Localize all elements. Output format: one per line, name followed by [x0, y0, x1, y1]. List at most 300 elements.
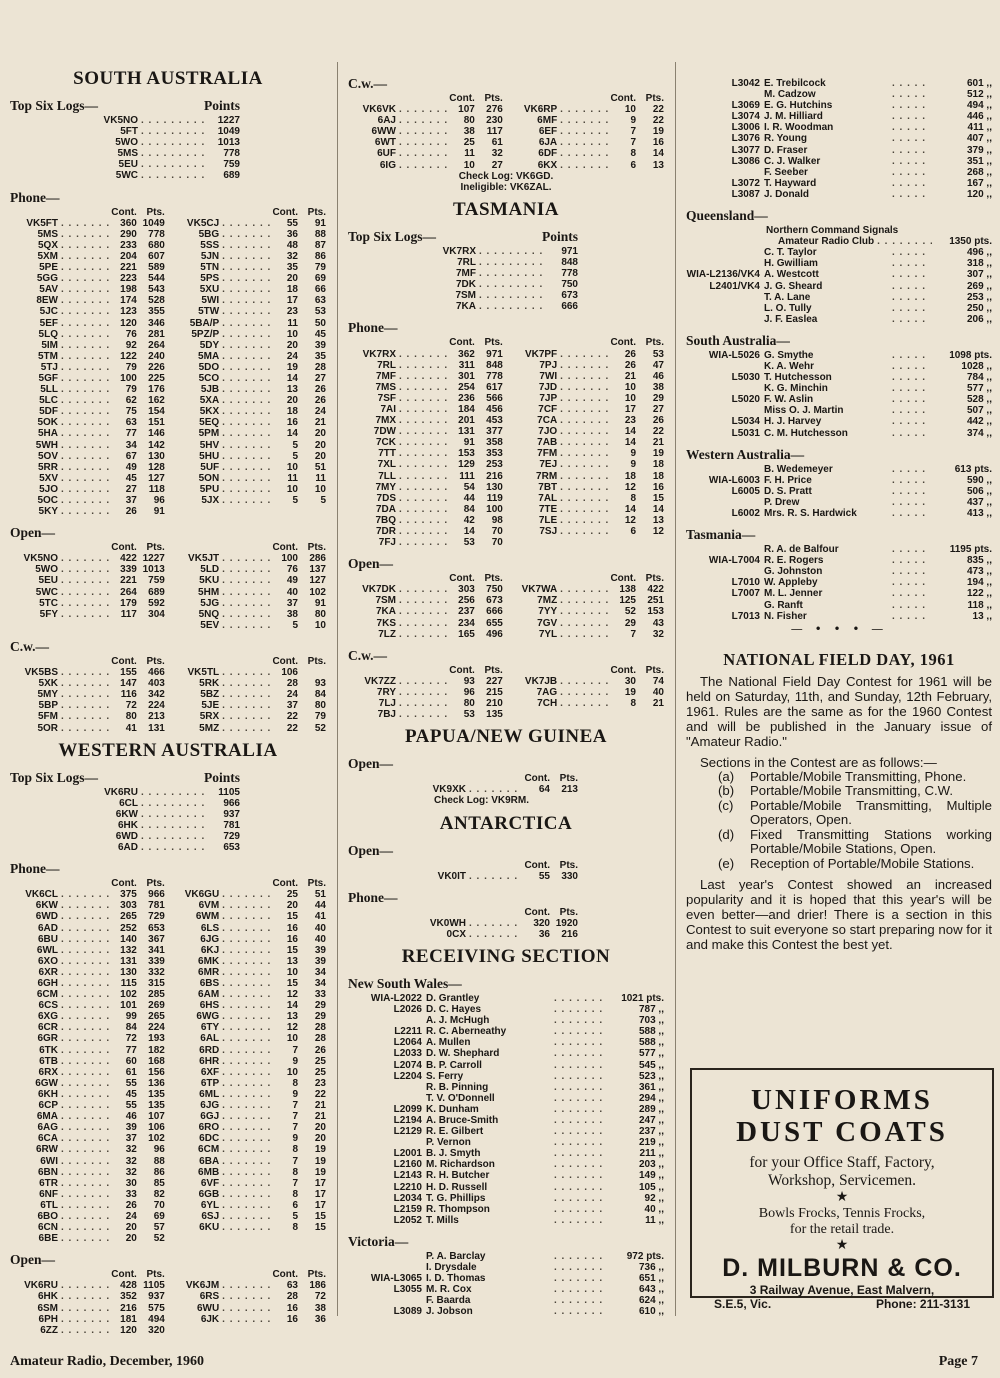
listener-points: 651 ,,	[638, 1273, 664, 1285]
contacts-value: 49	[286, 575, 298, 587]
points-value: 653	[223, 842, 240, 854]
listener-points: 194 ,,	[966, 577, 992, 589]
contacts-value: 77	[125, 1044, 137, 1056]
leader-dots	[889, 178, 930, 189]
leader-dots	[551, 1104, 602, 1115]
contacts-value: 320	[533, 917, 550, 929]
listener-name: L. O. Tully	[764, 302, 812, 314]
ad-headline: UNIFORMS	[751, 1084, 933, 1116]
pts-header: Pts.	[146, 206, 165, 218]
points-value: 240	[148, 350, 165, 362]
callsign: 6KJ	[200, 944, 220, 956]
contacts-value: 362	[458, 348, 475, 360]
cont-header: Cont.	[111, 542, 137, 554]
callsign: 5WC	[35, 586, 58, 598]
callsign: 7YY	[538, 606, 558, 618]
points-value: 25	[314, 1055, 326, 1067]
leader-dots	[219, 473, 270, 484]
top-six-row	[348, 279, 578, 290]
contacts-value: 10	[624, 392, 636, 404]
leader-dots	[58, 945, 109, 956]
listener-name: W. Appleby	[764, 577, 818, 589]
callsign: 6KW	[115, 808, 138, 820]
licence-number	[686, 292, 764, 303]
callsign: 6TK	[39, 1044, 58, 1056]
pts-header: Pts.	[645, 573, 664, 585]
score-row	[10, 451, 165, 462]
callsign: 6RO	[198, 1122, 220, 1134]
receiving-row	[348, 1204, 664, 1215]
spacer	[348, 93, 437, 104]
points-value: 146	[148, 428, 165, 440]
leader-dots	[58, 564, 109, 575]
cont-header: Cont.	[610, 93, 636, 104]
callsign: 7LJ	[378, 698, 396, 710]
score-row	[10, 575, 165, 586]
points-value: 353	[486, 448, 503, 460]
leader-dots	[551, 1037, 602, 1048]
cont-header: Cont.	[524, 859, 550, 871]
leader-dots	[557, 393, 608, 404]
contacts-value: 13	[286, 1011, 298, 1023]
contacts-value: 10	[286, 483, 298, 495]
points-value: 12	[652, 526, 664, 537]
contacts-value: 9	[630, 459, 636, 471]
leader-dots	[889, 464, 930, 475]
leader-dots	[889, 100, 930, 111]
callsign: 6RS	[199, 1291, 220, 1303]
score-row	[171, 587, 326, 598]
score-row	[10, 240, 165, 251]
section-title: TASMANIA	[452, 198, 560, 220]
score-row	[171, 1156, 326, 1167]
listener-name: Miss O. J. Martin	[764, 405, 844, 417]
leader-dots	[557, 482, 608, 493]
points-value: 34	[314, 978, 326, 989]
callsign: 6XO	[37, 955, 58, 967]
points-value: 14	[652, 148, 664, 160]
points-value: 168	[148, 1055, 165, 1067]
points-value: 566	[486, 392, 503, 404]
score-row	[171, 306, 326, 317]
score-row	[171, 273, 326, 284]
callsign: 7CH	[537, 698, 558, 710]
table-header	[509, 665, 664, 676]
callsign: 6HK	[117, 819, 138, 831]
pts-header: Pts.	[307, 655, 326, 667]
top-six-row	[10, 798, 240, 809]
score-row	[418, 871, 578, 882]
nfd-sections	[686, 770, 992, 872]
leader-dots	[889, 566, 930, 577]
score-row	[171, 218, 326, 229]
receiving-row	[686, 189, 992, 200]
leader-dots	[396, 415, 447, 426]
listener-name: T. Hayward	[764, 177, 817, 189]
callsign: 5AV	[39, 284, 58, 296]
leader-dots	[889, 577, 930, 588]
callsign: VK6CL	[25, 889, 58, 901]
club-points: 1350 pts.	[949, 236, 992, 248]
listener-name: B. J. Smyth	[426, 1148, 481, 1160]
score-row	[171, 956, 326, 967]
licence-number	[686, 89, 764, 100]
leader-dots	[551, 1137, 602, 1148]
points-value: 17	[314, 1177, 326, 1189]
listener-points: 588 ,,	[638, 1026, 664, 1038]
leader-dots	[889, 372, 930, 383]
listener-points: 269 ,,	[966, 280, 992, 292]
leader-dots	[219, 553, 270, 564]
spacer	[418, 907, 512, 918]
contacts-value: 10	[286, 1066, 298, 1078]
pts-header: Pts.	[307, 206, 326, 218]
licence-number: L2074	[393, 1059, 422, 1071]
leader-dots	[219, 564, 270, 575]
leader-dots	[58, 473, 109, 484]
contacts-value: 80	[463, 115, 475, 127]
score-row	[10, 417, 165, 428]
callsign: 7FM	[537, 448, 558, 460]
licence-number: L2001	[393, 1148, 422, 1160]
receiving-row	[686, 350, 992, 361]
listener-points: 545 ,,	[638, 1059, 664, 1071]
callsign: 6BS	[199, 978, 220, 989]
leader-dots	[557, 687, 608, 698]
ad-phone: Phone: 211-3131	[875, 1297, 970, 1311]
spacer	[509, 665, 598, 676]
listener-name: A. Westcott	[764, 269, 819, 281]
leader-dots	[219, 1167, 270, 1178]
receiving-row	[686, 600, 992, 611]
callsign: 5XV	[39, 472, 58, 484]
leader-dots	[551, 1071, 602, 1082]
cont-header: Cont.	[272, 206, 298, 218]
contacts-value: 28	[286, 1291, 298, 1303]
licence-number: L3087	[731, 188, 760, 200]
contacts-value: 84	[125, 1022, 137, 1034]
top-six-row	[348, 246, 578, 257]
score-row	[171, 1033, 326, 1044]
points-value: 264	[148, 339, 165, 351]
ad-text: for the retail trade.	[789, 1222, 895, 1237]
points-value: 225	[148, 372, 165, 384]
score-row	[348, 393, 503, 404]
score-row	[348, 504, 503, 515]
score-row	[348, 148, 503, 159]
score-row	[171, 1000, 326, 1011]
score-row	[10, 1000, 165, 1011]
contacts-value: 14	[286, 372, 298, 384]
cont-header: Cont.	[272, 878, 298, 890]
contacts-value: 37	[286, 597, 298, 609]
score-row	[10, 1078, 165, 1089]
contacts-value: 25	[463, 137, 475, 149]
listener-name: D. W. Shephard	[426, 1048, 500, 1060]
points-value: 575	[148, 1302, 165, 1314]
points-value: 781	[148, 900, 165, 912]
contacts-value: 16	[286, 417, 298, 429]
points-value: 22	[314, 1088, 326, 1100]
callsign: 6CM	[36, 989, 58, 1001]
receiving-row	[686, 611, 992, 622]
leader-dots	[889, 303, 930, 314]
points-value: 778	[486, 370, 503, 382]
score-row	[509, 676, 664, 687]
listener-points: 494 ,,	[966, 100, 992, 112]
callsign: 6CN	[37, 1222, 58, 1234]
points-value: 971	[486, 348, 503, 360]
callsign: VK7JB	[524, 675, 558, 687]
cont-header: Cont.	[449, 573, 475, 585]
callsign: 5BA/P	[189, 317, 220, 329]
contacts-value: 14	[624, 503, 636, 515]
receiving-row	[348, 1273, 664, 1284]
pts-header: Pts.	[559, 859, 578, 871]
contacts-value: 38	[286, 608, 298, 620]
receiving-row	[686, 145, 992, 156]
contacts-value: 5	[292, 450, 298, 462]
leader-dots	[889, 111, 930, 122]
contacts-value: 72	[125, 700, 137, 712]
cont-header: Cont.	[272, 655, 298, 667]
leader-dots	[219, 1078, 270, 1089]
leader-dots	[219, 978, 270, 989]
callsign: VK5FT	[26, 217, 58, 229]
section-separator: — • • • —	[790, 621, 888, 636]
score-row	[10, 700, 165, 711]
spacer	[10, 878, 99, 889]
callsign: 6LS	[200, 922, 220, 934]
contacts-value: 10	[624, 104, 636, 116]
receiving-row	[348, 1126, 664, 1137]
top-six-label: Top Six Logs—	[348, 228, 437, 244]
listener-name: T. G. Phillips	[426, 1192, 486, 1204]
callsign: 7MX	[375, 415, 396, 427]
licence-number: L2033	[393, 1048, 422, 1060]
pts-header: Pts.	[559, 773, 578, 785]
score-row	[348, 526, 503, 537]
licence-number: L7013	[731, 610, 760, 622]
callsign: 6HR	[199, 1055, 220, 1067]
listener-points: 496 ,,	[966, 247, 992, 259]
points-value: 27	[491, 159, 503, 171]
score-row	[171, 1167, 326, 1178]
leader-dots	[396, 709, 447, 720]
licence-number: L2052	[393, 1214, 422, 1226]
club-entry	[686, 225, 992, 247]
callsign: 5EU	[118, 159, 138, 171]
callsign: VK5CJ	[186, 217, 220, 229]
score-row	[171, 553, 326, 564]
score-table	[418, 907, 578, 940]
licence-number: L6002	[731, 508, 760, 519]
score-row	[10, 689, 165, 700]
listener-points: 149 ,,	[638, 1170, 664, 1182]
callsign: 6XF	[200, 1066, 220, 1078]
score-row	[348, 629, 503, 640]
top-six-label: Top Six Logs—	[10, 769, 99, 785]
score-row	[171, 351, 326, 362]
points-value: 70	[153, 1199, 165, 1211]
leader-dots	[396, 448, 447, 459]
score-table	[348, 665, 664, 720]
contacts-value: 8	[292, 1188, 298, 1200]
cont-header: Cont.	[111, 1269, 137, 1281]
leader-dots	[219, 989, 270, 1000]
leader-dots	[557, 606, 608, 617]
advertisement	[690, 1068, 994, 1311]
leader-dots	[219, 218, 270, 229]
score-row	[10, 395, 165, 406]
top-six-row	[10, 831, 240, 842]
contacts-value: 24	[286, 689, 298, 701]
score-row	[171, 329, 326, 340]
callsign: 5PZ/P	[191, 328, 220, 340]
score-row	[10, 934, 165, 945]
leader-dots	[557, 148, 608, 159]
subsection-label: Open—	[348, 556, 394, 572]
subsection-label: Phone—	[348, 320, 398, 336]
spacer	[348, 665, 437, 676]
points-value: 32	[652, 628, 664, 640]
leader-dots	[466, 871, 522, 882]
leader-dots	[466, 918, 522, 929]
spacer	[10, 542, 99, 553]
subsection-label: Queensland—	[686, 208, 768, 224]
leader-dots	[396, 595, 447, 606]
score-row	[171, 284, 326, 295]
contacts-value: 7	[292, 1111, 298, 1123]
leader-dots	[557, 595, 608, 606]
subsection-label: South Australia—	[686, 332, 790, 348]
score-column	[348, 93, 503, 171]
callsign: 7JP	[539, 392, 558, 404]
score-row	[348, 595, 503, 606]
leader-dots	[396, 515, 447, 526]
points-value: 21	[314, 1111, 326, 1123]
licence-number	[686, 303, 764, 314]
leader-dots	[396, 482, 447, 493]
callsign: 7TT	[378, 448, 396, 460]
score-table	[10, 878, 326, 1244]
leader-dots	[219, 587, 270, 598]
contacts-value: 107	[458, 104, 475, 116]
points-value: 13	[652, 159, 664, 171]
licence-number	[686, 544, 764, 555]
receiving-row	[686, 405, 992, 416]
leader-dots	[58, 451, 109, 462]
receiving-row	[686, 89, 992, 100]
score-row	[10, 989, 165, 1000]
callsign: VK7RX	[442, 245, 476, 257]
callsign: 5UF	[200, 461, 220, 473]
cont-header: Cont.	[111, 655, 137, 667]
licence-number	[348, 1137, 426, 1148]
leader-dots	[396, 404, 447, 415]
subsection-label: Phone—	[10, 189, 60, 205]
listener-points: 512 ,,	[966, 89, 992, 101]
leader-dots	[58, 711, 109, 722]
table-header	[418, 773, 578, 784]
licence-number: L3076	[731, 133, 760, 145]
points-value: 44	[314, 900, 326, 912]
points-label: Points	[541, 228, 578, 244]
callsign: 5GG	[36, 273, 58, 285]
points-value: 21	[652, 698, 664, 710]
licence-number	[686, 566, 764, 577]
cont-header: Cont.	[610, 664, 636, 676]
score-row	[171, 945, 326, 956]
receiving-row	[348, 1015, 664, 1026]
listener-name: D. S. Pratt	[764, 485, 812, 497]
callsign: 5OK	[37, 417, 58, 429]
leader-dots	[58, 1067, 109, 1078]
points-value: 966	[223, 797, 240, 809]
contacts-value: 39	[125, 1122, 137, 1134]
score-row	[509, 126, 664, 137]
points-value: 106	[148, 1122, 165, 1134]
contacts-value: 12	[624, 481, 636, 493]
score-row	[509, 618, 664, 629]
points-value: 131	[148, 722, 165, 734]
receiving-list	[348, 993, 664, 1226]
points-value: 66	[314, 284, 326, 296]
points-value: 1049	[217, 126, 240, 138]
points-value: 281	[148, 328, 165, 340]
leader-dots	[557, 360, 608, 371]
table-header	[348, 665, 503, 676]
callsign: 5LQ	[38, 328, 58, 340]
top-six-label: Top Six Logs—	[10, 98, 99, 113]
callsign: 5WO	[115, 137, 138, 149]
callsign: 6WD	[115, 830, 138, 842]
score-row	[418, 784, 578, 795]
leader-dots	[396, 160, 447, 171]
points-value: 689	[148, 586, 165, 598]
leader-dots	[551, 1060, 602, 1071]
receiving-list	[686, 247, 992, 325]
table-header	[509, 573, 664, 584]
leader-dots	[58, 1045, 109, 1056]
callsign: 7DW	[373, 426, 396, 438]
points-value: 10	[314, 619, 326, 631]
points-value: 136	[148, 1077, 165, 1089]
receiving-row	[348, 1215, 664, 1226]
score-row	[10, 978, 165, 989]
points-value: 35	[314, 350, 326, 362]
leader-dots	[219, 620, 270, 631]
listener-name: H. Gwilliam	[764, 258, 818, 270]
score-row	[10, 218, 165, 229]
leader-dots	[58, 1314, 109, 1325]
listener-name: K. Dunham	[426, 1103, 479, 1115]
listener-points: 613 pts.	[954, 463, 992, 475]
item-letter: (a)	[718, 768, 735, 784]
callsign: 5JX	[201, 495, 220, 506]
callsign: 5WO	[35, 564, 58, 576]
points-value: 88	[314, 228, 326, 240]
contacts-value: 38	[463, 126, 475, 138]
score-row	[509, 493, 664, 504]
callsign: 6VM	[198, 900, 220, 912]
cont-header: Cont.	[272, 542, 298, 554]
points-value: 45	[314, 328, 326, 340]
licence-number: L2159	[393, 1203, 422, 1215]
receiving-row	[686, 156, 992, 167]
score-row	[10, 1022, 165, 1033]
points-value: 342	[148, 689, 165, 701]
